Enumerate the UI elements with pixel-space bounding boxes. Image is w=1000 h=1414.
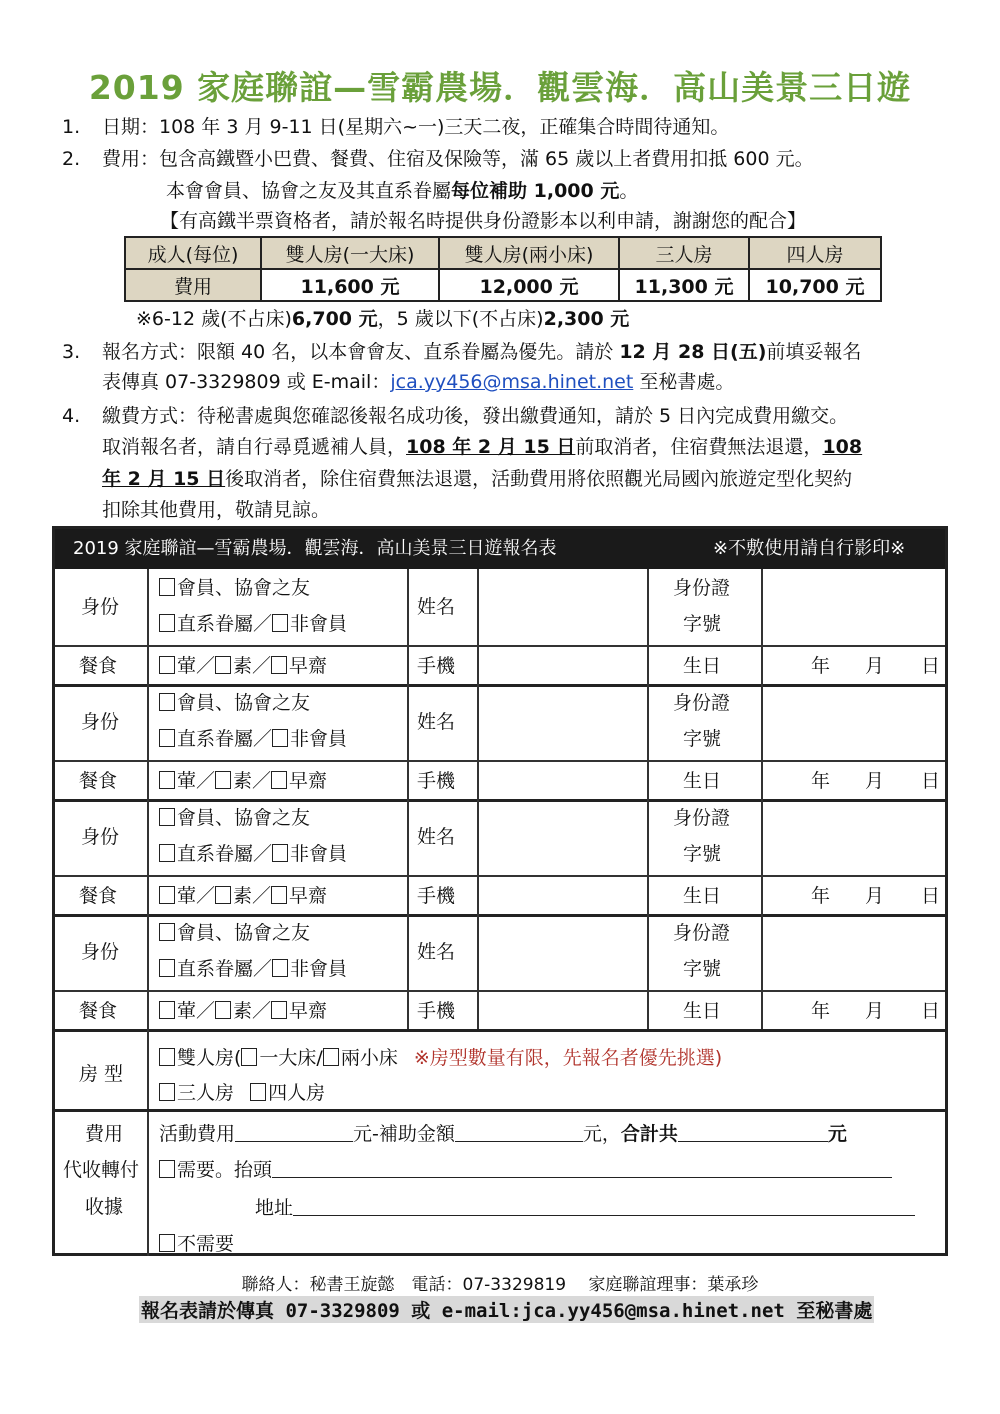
checkbox-morning-vegetarian[interactable]	[271, 771, 287, 789]
checkbox-member[interactable]	[159, 578, 175, 596]
fee-header: 三人房	[619, 237, 749, 269]
fee-receipt-label: 代收轉付	[63, 1159, 140, 1181]
meal-options: 葷／ 素／ 早齋	[159, 998, 327, 1024]
phone-label: 手機	[417, 1000, 456, 1022]
birthday-year: 年	[811, 1000, 831, 1022]
phone-field[interactable]	[479, 879, 645, 911]
room-type-options: 雙人房( 一大床/ 兩小床 ※房型數量有限，先報名者優先挑選)	[159, 1045, 722, 1071]
col-divider	[407, 684, 409, 799]
item-cancel-cont: 年 2 月 15 日後取消者，除住宿費無法退還，活動費用將依照觀光局國內旅遊定型化契約	[102, 468, 853, 490]
item-number: 1.	[62, 116, 81, 138]
identity-option-family: 直系眷屬／ 非會員	[159, 611, 347, 637]
fee-value: 12,000 元	[439, 269, 619, 301]
checkbox-meat[interactable]	[159, 1001, 175, 1019]
total-field[interactable]	[678, 1121, 828, 1142]
fee-header: 成人(每位)	[125, 237, 261, 269]
room-type-options-2: 三人房 四人房	[159, 1080, 325, 1106]
checkbox-vegetarian[interactable]	[215, 771, 231, 789]
birthday-day: 日	[921, 655, 941, 677]
activity-fee-field[interactable]	[235, 1121, 353, 1142]
checkbox-quad-room[interactable]	[250, 1083, 266, 1101]
fee-value: 11,300 元	[619, 269, 749, 301]
checkbox-non-member[interactable]	[272, 614, 288, 632]
fee-header: 雙人房(一大床)	[261, 237, 439, 269]
row-divider	[55, 645, 945, 647]
col-divider	[407, 799, 409, 914]
identity-label: 身份	[81, 711, 120, 733]
row-divider	[55, 875, 945, 877]
birthday-day: 日	[921, 885, 941, 907]
name-label: 姓名	[417, 941, 456, 963]
birthday-month: 月	[865, 885, 885, 907]
receipt-no-need: 不需要	[159, 1231, 234, 1257]
meal-options: 葷／ 素／ 早齋	[159, 883, 327, 909]
footer-contact: 聯絡人：秘書王旋懿 電話：07-3329819 家庭聯誼理事：葉承珍	[241, 1275, 759, 1295]
checkbox-non-member[interactable]	[272, 729, 288, 747]
page-title: 2019 家庭聯誼—雪霸農場．觀雲海．高山美景三日遊	[88, 68, 912, 107]
checkbox-family[interactable]	[159, 959, 175, 977]
meal-options: 葷／ 素／ 早齋	[159, 653, 327, 679]
fee-header: 四人房	[749, 237, 881, 269]
checkbox-vegetarian[interactable]	[215, 656, 231, 674]
room-type-label: 房 型	[79, 1063, 124, 1085]
birthday-label: 生日	[683, 1000, 722, 1022]
col-divider	[647, 799, 649, 914]
col-divider	[147, 684, 149, 799]
name-field[interactable]	[479, 688, 645, 758]
row-divider	[55, 760, 945, 762]
meal-label: 餐食	[79, 885, 118, 907]
checkbox-vegetarian[interactable]	[215, 1001, 231, 1019]
fee-calculation: 活動費用 元-補助金額 元，合計共 元	[159, 1123, 847, 1145]
receipt-address-field[interactable]	[293, 1195, 915, 1216]
name-field[interactable]	[479, 918, 645, 988]
phone-field[interactable]	[479, 994, 645, 1026]
identity-option-family: 直系眷屬／ 非會員	[159, 726, 347, 752]
row-divider	[55, 1029, 945, 1032]
email-link[interactable]: jca.yy456@msa.hinet.net	[390, 371, 634, 393]
id-number-field[interactable]	[763, 573, 943, 643]
identity-option-member: 會員、協會之友	[159, 575, 310, 601]
checkbox-morning-vegetarian[interactable]	[271, 1001, 287, 1019]
item-fee: 費用：包含高鐵暨小巴費、餐費、住宿及保險等，滿 65 歲以上者費用扣抵 600 元。	[102, 148, 814, 170]
birthday-label: 生日	[683, 885, 722, 907]
item-number: 4.	[62, 405, 81, 427]
identity-option-member: 會員、協會之友	[159, 920, 310, 946]
checkbox-morning-vegetarian[interactable]	[271, 886, 287, 904]
id-label: 字號	[683, 843, 722, 865]
birthday-month: 月	[865, 655, 885, 677]
checkbox-non-member[interactable]	[272, 844, 288, 862]
fee-receipt-label: 收據	[85, 1196, 124, 1218]
birthday-month: 月	[865, 1000, 885, 1022]
fee-receipt-label: 費用	[85, 1123, 124, 1145]
form-title: 2019 家庭聯誼—雪霸農場．觀雲海．高山美景三日遊報名表	[73, 538, 557, 559]
col-divider	[407, 914, 409, 1029]
name-field[interactable]	[479, 803, 645, 873]
checkbox-double-room[interactable]	[159, 1048, 175, 1066]
checkbox-one-big-bed[interactable]	[241, 1048, 257, 1066]
id-number-field[interactable]	[763, 688, 943, 758]
fee-value: 10,700 元	[749, 269, 881, 301]
identity-option-member: 會員、協會之友	[159, 690, 310, 716]
meal-label: 餐食	[79, 770, 118, 792]
receipt-address: 地址	[255, 1195, 915, 1221]
item-fee-note: 【有高鐵半票資格者，請於報名時提供身份證影本以利申請，謝謝您的配合】	[160, 210, 807, 232]
checkbox-two-small-beds[interactable]	[323, 1048, 339, 1066]
col-divider	[647, 914, 649, 1029]
fee-header: 雙人房(兩小床)	[439, 237, 619, 269]
subsidy-field[interactable]	[455, 1121, 583, 1142]
row-divider	[55, 799, 945, 802]
checkbox-family[interactable]	[159, 844, 175, 862]
id-label: 身份證	[673, 807, 731, 829]
checkbox-member[interactable]	[159, 923, 175, 941]
checkbox-family[interactable]	[159, 729, 175, 747]
id-label: 字號	[683, 613, 722, 635]
checkbox-receipt-need[interactable]	[159, 1160, 175, 1178]
meal-label: 餐食	[79, 1000, 118, 1022]
identity-option-family: 直系眷屬／ 非會員	[159, 841, 347, 867]
birthday-month: 月	[865, 770, 885, 792]
row-divider	[55, 684, 945, 687]
item-fee-subsidy: 本會會員、協會之友及其直系眷屬每位補助 1,000 元。	[166, 180, 639, 202]
birthday-day: 日	[921, 770, 941, 792]
phone-label: 手機	[417, 885, 456, 907]
form-note: ※不敷使用請自行影印※	[713, 538, 906, 559]
id-label: 身份證	[673, 577, 731, 599]
identity-option-family: 直系眷屬／ 非會員	[159, 956, 347, 982]
checkbox-meat[interactable]	[159, 886, 175, 904]
row-divider	[55, 1109, 945, 1112]
item-registration-contact: 表傳真 07-3329809 或 E-mail：jca.yy456@msa.hinet.net 至秘書處。	[102, 371, 735, 393]
phone-field[interactable]	[479, 649, 645, 681]
col-divider	[407, 569, 409, 684]
kids-fee-note: ※6-12 歲(不占床)6,700 元，5 歲以下(不占床)2,300 元	[136, 308, 630, 330]
item-cancel-end: 扣除其他費用，敬請見諒。	[102, 499, 331, 521]
phone-label: 手機	[417, 655, 456, 677]
checkbox-member[interactable]	[159, 808, 175, 826]
col-divider	[647, 569, 649, 684]
item-payment: 繳費方式：待秘書處與您確認後報名成功後，發出繳費通知，請於 5 日內完成費用繳交。	[102, 405, 849, 427]
form-header	[55, 529, 945, 569]
identity-label: 身份	[81, 826, 120, 848]
col-divider	[147, 799, 149, 914]
identity-label: 身份	[81, 596, 120, 618]
checkbox-morning-vegetarian[interactable]	[271, 656, 287, 674]
checkbox-non-member[interactable]	[272, 959, 288, 977]
name-field[interactable]	[479, 573, 645, 643]
birthday-year: 年	[811, 770, 831, 792]
phone-label: 手機	[417, 770, 456, 792]
birthday-year: 年	[811, 655, 831, 677]
col-divider	[647, 684, 649, 799]
receipt-need: 需要。抬頭	[159, 1157, 892, 1183]
id-label: 身份證	[673, 692, 731, 714]
birthday-label: 生日	[683, 770, 722, 792]
item-number: 2.	[62, 148, 81, 170]
col-divider	[147, 569, 149, 684]
meal-label: 餐食	[79, 655, 118, 677]
col-divider	[147, 1029, 149, 1256]
birthday-day: 日	[921, 1000, 941, 1022]
name-label: 姓名	[417, 711, 456, 733]
row-divider	[55, 914, 945, 917]
id-label: 身份證	[673, 922, 731, 944]
id-number-field[interactable]	[763, 803, 943, 873]
phone-field[interactable]	[479, 764, 645, 796]
identity-label: 身份	[81, 941, 120, 963]
fee-value: 11,600 元	[261, 269, 439, 301]
item-number: 3.	[62, 341, 81, 363]
fee-row-label: 費用	[125, 269, 261, 301]
checkbox-receipt-no-need[interactable]	[159, 1234, 175, 1252]
item-cancel: 取消報名者，請自行尋覓遞補人員，108 年 2 月 15 日前取消者，住宿費無法退還，108	[102, 436, 863, 458]
footer-fax: 報名表請於傳真 07-3329809 或 e-mail:jca.yy456@msa.hinet.net 至秘書處	[139, 1296, 874, 1323]
receipt-title-field[interactable]	[272, 1157, 892, 1178]
name-label: 姓名	[417, 826, 456, 848]
item-registration: 報名方式：限額 40 名，以本會會友、直系眷屬為優先。請於 12 月 28 日(五)前填妥報名	[102, 341, 862, 363]
registration-form	[52, 526, 948, 1256]
item-date: 日期：108 年 3 月 9-11 日(星期六~一)三天二夜，正確集合時間待通知。	[102, 116, 730, 138]
checkbox-meat[interactable]	[159, 771, 175, 789]
col-divider	[147, 914, 149, 1029]
identity-option-member: 會員、協會之友	[159, 805, 310, 831]
id-number-field[interactable]	[763, 918, 943, 988]
birthday-label: 生日	[683, 655, 722, 677]
checkbox-member[interactable]	[159, 693, 175, 711]
checkbox-triple-room[interactable]	[159, 1083, 175, 1101]
id-label: 字號	[683, 728, 722, 750]
checkbox-vegetarian[interactable]	[215, 886, 231, 904]
checkbox-meat[interactable]	[159, 656, 175, 674]
meal-options: 葷／ 素／ 早齋	[159, 768, 327, 794]
birthday-year: 年	[811, 885, 831, 907]
checkbox-family[interactable]	[159, 614, 175, 632]
row-divider	[55, 990, 945, 992]
name-label: 姓名	[417, 596, 456, 618]
id-label: 字號	[683, 958, 722, 980]
fee-table	[124, 236, 882, 302]
